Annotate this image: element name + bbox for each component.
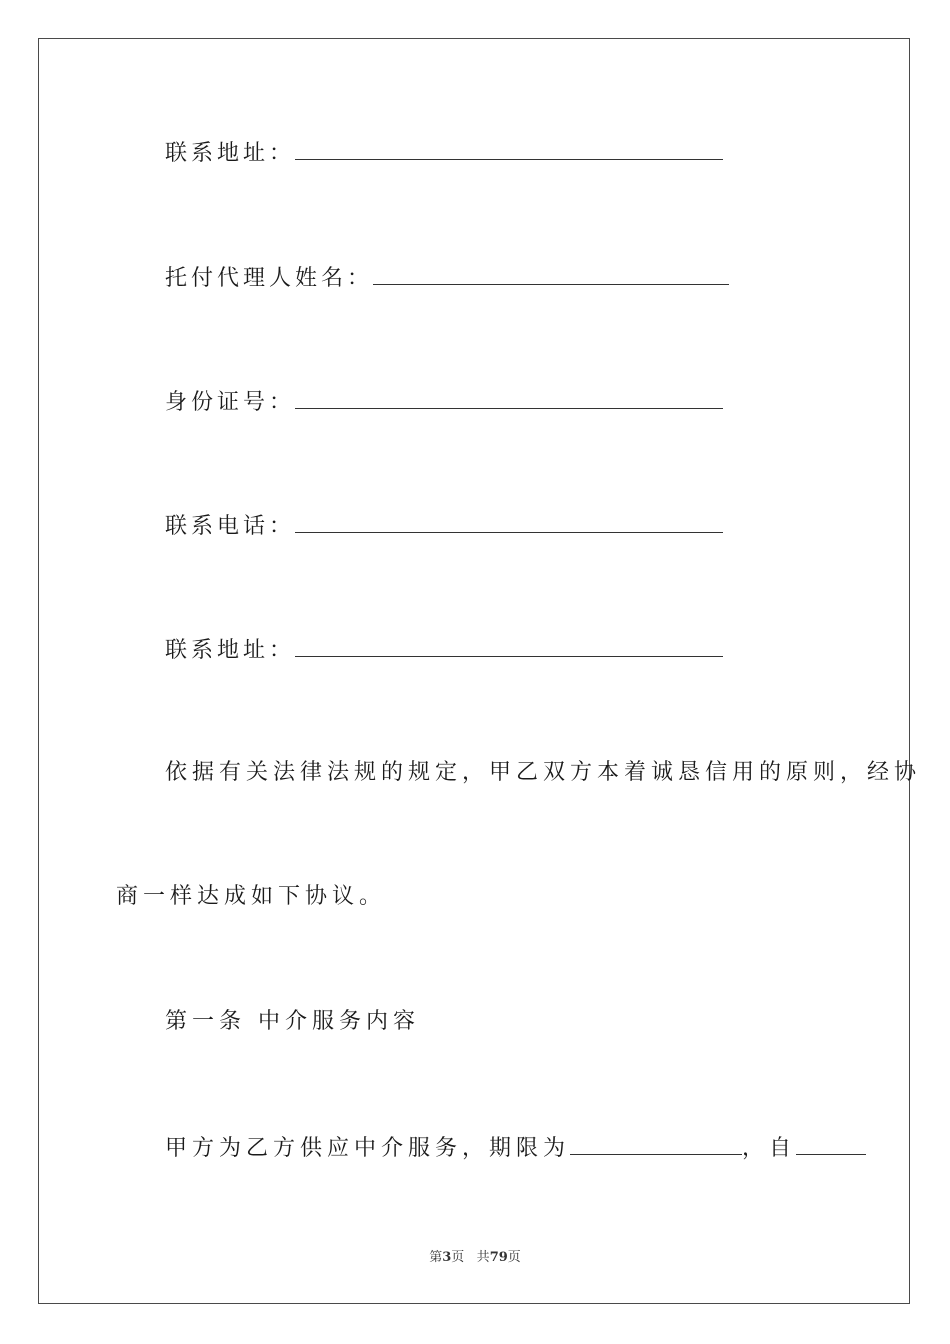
field-contact-address-1 [165, 137, 723, 169]
field-contact-address-2 [165, 634, 723, 666]
paragraph-text: ，自 [742, 1136, 797, 1161]
fill-in-blank[interactable] [373, 262, 729, 285]
page-number: 3 [442, 1250, 452, 1265]
total-pages: 79 [489, 1250, 508, 1265]
paragraph-text: 甲方为乙方供应中介服务，期限为 [165, 1136, 571, 1161]
fill-in-blank[interactable] [295, 137, 723, 160]
field-label: 联系电话： [165, 514, 296, 539]
fill-in-blank[interactable] [570, 1132, 742, 1155]
page-border [38, 38, 910, 1304]
total-prefix: 共 [476, 1250, 490, 1265]
page-prefix: 第 [429, 1250, 443, 1265]
fill-in-blank[interactable] [295, 634, 723, 657]
field-label: 联系地址： [165, 141, 296, 166]
paragraph-line [165, 1132, 866, 1164]
field-id-number [165, 386, 723, 418]
fill-in-blank[interactable] [295, 510, 723, 533]
field-agent-name [165, 262, 729, 294]
page-suffix: 页 [451, 1250, 465, 1265]
paragraph-line: 依据有关法律法规的规定，甲乙双方本着诚恳信用的原则，经协 [165, 760, 922, 785]
article-heading: 第一条 中介服务内容 [165, 1009, 420, 1034]
field-label: 托付代理人姓名： [165, 266, 374, 291]
field-label: 身份证号： [165, 390, 296, 415]
fill-in-blank[interactable] [295, 386, 723, 409]
paragraph-line: 商一样达成如下协议。 [116, 884, 387, 909]
fill-in-blank[interactable] [796, 1132, 866, 1155]
field-contact-phone [165, 510, 723, 542]
total-suffix: 页 [507, 1250, 521, 1265]
page-footer [0, 1246, 950, 1265]
field-label: 联系地址： [165, 638, 296, 663]
